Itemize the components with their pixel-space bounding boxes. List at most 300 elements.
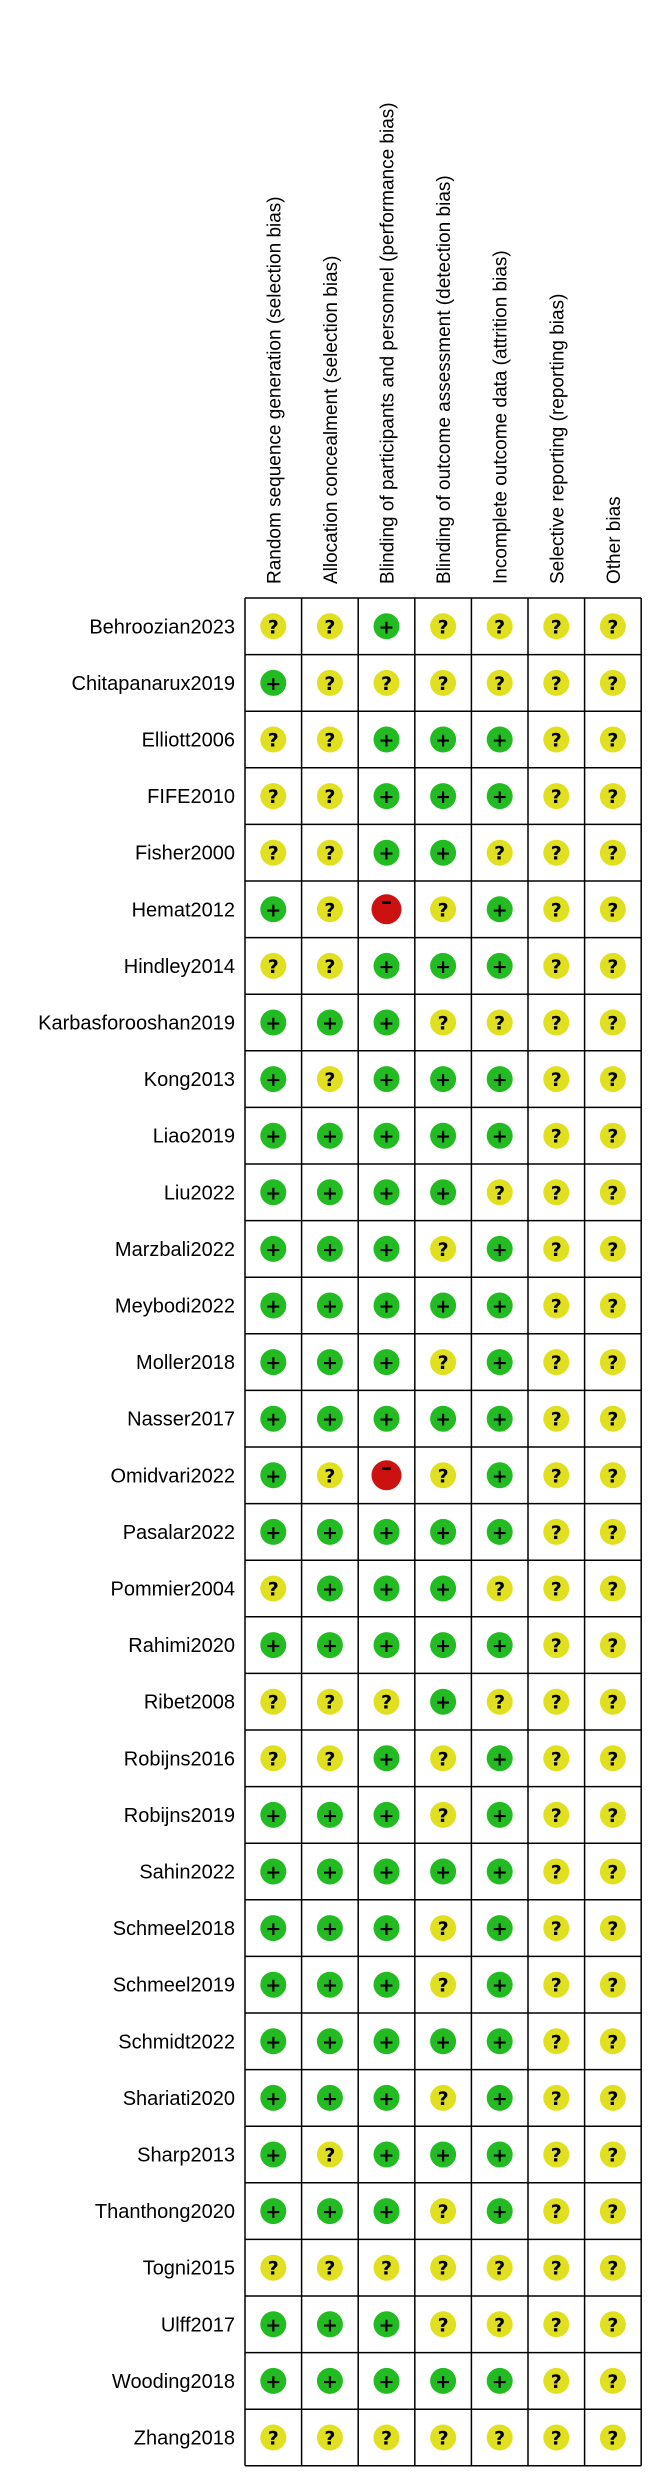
rating-mark <box>317 953 343 979</box>
rating-symbol: + <box>378 1578 395 1601</box>
rating-mark <box>372 889 402 924</box>
rating-mark <box>487 1123 513 1149</box>
rating-symbol: + <box>321 1521 338 1544</box>
rating-symbol: + <box>265 899 282 922</box>
rating-mark <box>260 2028 286 2054</box>
rating-symbol: + <box>265 1918 282 1941</box>
rating-symbol: ? <box>380 672 393 695</box>
rating-mark <box>543 1689 569 1715</box>
rating-symbol: ? <box>607 2031 619 2054</box>
rating-symbol: + <box>378 1295 395 1318</box>
rating-mark <box>430 2368 456 2394</box>
rating-symbol: ? <box>550 1974 562 1997</box>
rating-mark <box>430 1519 456 1545</box>
rating-mark <box>430 2425 456 2451</box>
rating-symbol: ? <box>437 2087 449 2110</box>
rating-symbol: + <box>491 2144 508 2167</box>
rating-mark <box>543 1123 569 1149</box>
rating-symbol: + <box>435 2370 452 2393</box>
rating-mark <box>374 2311 400 2337</box>
rating-symbol: ? <box>437 1918 449 1941</box>
rating-mark <box>374 2028 400 2054</box>
rating-mark <box>487 1632 513 1658</box>
rating-symbol: ? <box>550 955 562 978</box>
rating-symbol: + <box>378 1182 395 1205</box>
rating-mark <box>600 1632 626 1658</box>
rating-mark <box>543 953 569 979</box>
rating-symbol: + <box>435 955 452 978</box>
rating-symbol: ? <box>607 2370 619 2393</box>
rating-symbol: + <box>265 1974 282 1997</box>
rating-mark <box>600 670 626 696</box>
rating-symbol: + <box>378 786 395 809</box>
domain-header: Random sequence generation (selection bias) <box>264 196 286 584</box>
rating-mark <box>430 1236 456 1262</box>
rating-mark <box>317 2028 343 2054</box>
rating-mark <box>260 670 286 696</box>
rating-mark <box>430 953 456 979</box>
study-label: Hindley2014 <box>123 955 235 978</box>
rating-mark <box>260 1123 286 1149</box>
rating-mark <box>430 1349 456 1375</box>
rating-mark <box>317 1915 343 1941</box>
rating-symbol: + <box>491 1069 508 1092</box>
rating-mark <box>374 1802 400 1828</box>
rating-mark <box>260 1236 286 1262</box>
rating-mark <box>543 1236 569 1262</box>
study-label: Omidvari2022 <box>110 1465 235 1488</box>
rating-symbol: ? <box>324 955 336 978</box>
rating-mark <box>487 1745 513 1771</box>
rating-symbol: + <box>491 1125 508 1148</box>
domain-header: Allocation concealment (selection bias) <box>320 255 342 584</box>
rating-mark <box>487 2368 513 2394</box>
rating-mark <box>600 1859 626 1885</box>
rating-symbol: ? <box>550 1635 562 1658</box>
rating-symbol: + <box>491 1295 508 1318</box>
rating-symbol: ? <box>267 616 279 639</box>
rating-symbol: + <box>435 1861 452 1884</box>
rating-symbol: + <box>378 842 395 865</box>
rating-symbol: ? <box>550 2314 562 2337</box>
study-label: Togni2015 <box>142 2257 235 2280</box>
rating-symbol: ? <box>437 2427 449 2450</box>
study-label: Hemat2012 <box>131 899 235 922</box>
rating-mark <box>317 2311 343 2337</box>
rating-symbol: + <box>265 2144 282 2167</box>
rating-symbol: ? <box>607 842 619 865</box>
rating-symbol: + <box>265 1408 282 1431</box>
rating-mark <box>317 727 343 753</box>
rating-symbol: ? <box>550 2087 562 2110</box>
rating-mark <box>317 1632 343 1658</box>
rating-mark <box>600 1010 626 1036</box>
rating-mark <box>430 670 456 696</box>
rating-mark <box>487 1406 513 1432</box>
rating-symbol: ? <box>437 1238 449 1261</box>
rating-symbol: + <box>378 2201 395 2224</box>
rating-symbol: ? <box>550 1238 562 1261</box>
rating-symbol: ? <box>550 2257 562 2280</box>
rating-mark <box>600 1179 626 1205</box>
rating-mark <box>543 840 569 866</box>
study-label: Meybodi2022 <box>114 1295 235 1318</box>
rating-symbol: + <box>378 2031 395 2054</box>
rating-symbol: ? <box>494 2257 506 2280</box>
rating-symbol: + <box>378 1521 395 1544</box>
rating-symbol: – <box>381 889 392 915</box>
rating-symbol: + <box>321 1238 338 1261</box>
rating-symbol: ? <box>550 786 562 809</box>
rating-mark <box>543 1519 569 1545</box>
rating-mark <box>487 727 513 753</box>
rating-mark <box>600 2255 626 2281</box>
rating-mark <box>543 1576 569 1602</box>
study-label: Pasalar2022 <box>122 1521 235 1544</box>
rating-mark <box>374 1519 400 1545</box>
rating-symbol: + <box>378 1408 395 1431</box>
rating-symbol: ? <box>550 899 562 922</box>
rating-mark <box>543 1802 569 1828</box>
rating-symbol: ? <box>437 1748 449 1771</box>
rating-mark <box>260 1802 286 1828</box>
rating-mark <box>430 1859 456 1885</box>
rating-mark <box>543 783 569 809</box>
rating-mark <box>600 727 626 753</box>
rating-symbol: ? <box>550 1804 562 1827</box>
rating-mark <box>260 2255 286 2281</box>
study-label: Schmeel2018 <box>112 1918 235 1941</box>
rating-mark <box>543 2198 569 2224</box>
rating-mark <box>487 1462 513 1488</box>
rating-mark <box>600 783 626 809</box>
rating-symbol: ? <box>324 2257 336 2280</box>
rating-symbol: + <box>321 1295 338 1318</box>
rating-mark <box>260 2085 286 2111</box>
rating-symbol: + <box>265 2087 282 2110</box>
rating-mark <box>374 2085 400 2111</box>
rating-symbol: + <box>378 955 395 978</box>
rating-symbol: + <box>491 786 508 809</box>
rating-mark <box>260 1406 286 1432</box>
domain-headers <box>264 102 625 584</box>
rating-mark <box>543 1462 569 1488</box>
rating-mark <box>374 1689 400 1715</box>
domain-header: Other bias <box>603 496 625 584</box>
rating-symbol: ? <box>437 899 449 922</box>
rating-mark <box>600 1519 626 1545</box>
rating-mark <box>374 2425 400 2451</box>
rating-mark <box>260 953 286 979</box>
rating-mark <box>487 1349 513 1375</box>
rating-mark <box>487 613 513 639</box>
rating-symbol: + <box>321 1804 338 1827</box>
study-label: Elliott2006 <box>141 729 235 752</box>
rating-mark <box>260 2311 286 2337</box>
rating-symbol: + <box>435 1408 452 1431</box>
rating-mark <box>543 1972 569 1998</box>
rating-symbol: + <box>491 2201 508 2224</box>
rating-mark <box>430 1972 456 1998</box>
rating-symbol: ? <box>550 2427 562 2450</box>
rating-symbol: ? <box>550 1918 562 1941</box>
rating-mark <box>430 1802 456 1828</box>
rating-mark <box>543 2142 569 2168</box>
rating-symbol: + <box>491 955 508 978</box>
rating-mark <box>260 2425 286 2451</box>
rating-mark <box>260 1349 286 1375</box>
rating-symbol: + <box>321 2031 338 2054</box>
rating-symbol: + <box>321 1125 338 1148</box>
rating-symbol: + <box>321 1352 338 1375</box>
rating-symbol: ? <box>550 1069 562 1092</box>
rating-symbol: + <box>378 616 395 639</box>
rating-mark <box>260 1010 286 1036</box>
rating-symbol: + <box>491 729 508 752</box>
rating-symbol: ? <box>550 2031 562 2054</box>
rating-symbol: ? <box>550 672 562 695</box>
study-label: Shariati2020 <box>122 2087 235 2110</box>
rating-symbol: ? <box>437 1804 449 1827</box>
rating-mark <box>374 783 400 809</box>
rating-symbol: ? <box>550 2144 562 2167</box>
rating-symbol: + <box>265 1521 282 1544</box>
rating-symbol: + <box>321 1635 338 1658</box>
study-labels <box>38 616 235 2449</box>
rating-mark <box>374 1915 400 1941</box>
rating-symbol: ? <box>550 1012 562 1035</box>
rating-symbol: ? <box>607 955 619 978</box>
rating-mark <box>374 953 400 979</box>
rating-mark <box>374 2368 400 2394</box>
rating-mark <box>374 1406 400 1432</box>
rating-symbol: ? <box>550 2201 562 2224</box>
rating-mark <box>600 1293 626 1319</box>
rating-mark <box>317 1123 343 1149</box>
rating-symbol: + <box>378 1974 395 1997</box>
rating-mark <box>543 2425 569 2451</box>
rating-mark <box>600 840 626 866</box>
rating-symbol: + <box>378 1861 395 1884</box>
rating-mark <box>600 2028 626 2054</box>
rating-mark <box>430 613 456 639</box>
rating-mark <box>260 2142 286 2168</box>
rating-symbol: ? <box>607 2257 619 2280</box>
rating-symbol: ? <box>607 1691 619 1714</box>
rating-symbol: ? <box>550 1125 562 1148</box>
rating-mark <box>430 840 456 866</box>
rating-symbol: ? <box>324 616 336 639</box>
rating-mark <box>600 2368 626 2394</box>
rating-symbol: + <box>378 1635 395 1658</box>
rating-symbol: ? <box>494 2314 506 2337</box>
rating-symbol: ? <box>550 1295 562 1318</box>
rating-symbol: + <box>265 1125 282 1148</box>
rating-mark <box>374 1010 400 1036</box>
rating-symbol: + <box>265 1069 282 1092</box>
rating-mark <box>600 1915 626 1941</box>
rating-mark <box>317 2142 343 2168</box>
rating-mark <box>600 2085 626 2111</box>
rating-mark <box>600 1066 626 1092</box>
rating-mark <box>543 2368 569 2394</box>
rating-mark <box>430 783 456 809</box>
rating-mark <box>430 896 456 922</box>
rating-symbol: + <box>378 1804 395 1827</box>
rating-mark <box>487 1179 513 1205</box>
study-label: Liu2022 <box>163 1182 235 1205</box>
study-label: Chitapanarux2019 <box>71 672 235 695</box>
rating-mark <box>430 2255 456 2281</box>
rating-mark <box>260 2198 286 2224</box>
rating-symbol: ? <box>607 616 619 639</box>
rating-symbol: ? <box>550 2370 562 2393</box>
study-label: Marzbali2022 <box>114 1238 235 1261</box>
rating-symbol: + <box>435 1521 452 1544</box>
rating-mark <box>430 1066 456 1092</box>
rating-symbol: ? <box>607 1804 619 1827</box>
rating-symbol: + <box>378 1069 395 1092</box>
rating-mark <box>260 896 286 922</box>
rating-mark <box>487 1859 513 1885</box>
rating-symbol: + <box>378 1748 395 1771</box>
rating-mark <box>600 1689 626 1715</box>
rating-symbol: + <box>321 2314 338 2337</box>
rating-symbol: ? <box>550 1861 562 1884</box>
rating-mark <box>260 1462 286 1488</box>
rating-symbol: ? <box>550 1352 562 1375</box>
rating-mark <box>487 1519 513 1545</box>
rating-symbol: + <box>435 1069 452 1092</box>
rating-symbol: ? <box>267 2257 279 2280</box>
rating-symbol: ? <box>607 1974 619 1997</box>
rating-symbol: ? <box>550 1408 562 1431</box>
rating-mark <box>317 1576 343 1602</box>
rating-symbol: + <box>321 1974 338 1997</box>
rating-mark <box>317 2198 343 2224</box>
rating-symbol: + <box>265 1635 282 1658</box>
rating-symbol: + <box>491 2087 508 2110</box>
rating-symbol: ? <box>380 1691 393 1714</box>
rating-symbol: + <box>265 1182 282 1205</box>
rating-symbol: ? <box>494 672 506 695</box>
rating-symbol: ? <box>324 1691 336 1714</box>
rating-mark <box>600 2198 626 2224</box>
rating-mark <box>600 1406 626 1432</box>
rating-symbol: ? <box>437 1465 449 1488</box>
rating-mark <box>317 1066 343 1092</box>
domain-header: Selective reporting (reporting bias) <box>547 293 569 584</box>
rating-mark <box>487 1010 513 1036</box>
rating-symbol: + <box>265 2201 282 2224</box>
rating-mark <box>487 1576 513 1602</box>
rating-mark <box>374 1576 400 1602</box>
rating-mark <box>317 2368 343 2394</box>
rating-symbol: + <box>265 1238 282 1261</box>
rating-symbol: ? <box>607 1861 619 1884</box>
rating-symbol: + <box>435 1691 452 1714</box>
rating-symbol: ? <box>607 1918 619 1941</box>
rating-mark <box>543 2255 569 2281</box>
rating-mark <box>600 2142 626 2168</box>
rating-mark <box>260 1972 286 1998</box>
rating-mark <box>430 1406 456 1432</box>
rating-symbol: + <box>265 1352 282 1375</box>
rating-symbol: + <box>491 1238 508 1261</box>
rating-mark <box>487 2425 513 2451</box>
rating-mark <box>543 1632 569 1658</box>
study-label: FIFE2010 <box>147 786 235 809</box>
rating-mark <box>600 1972 626 1998</box>
study-label: Nasser2017 <box>127 1408 235 1431</box>
rating-mark <box>600 1576 626 1602</box>
rating-mark <box>600 953 626 979</box>
rating-mark <box>487 2085 513 2111</box>
rating-mark <box>430 1010 456 1036</box>
rating-mark <box>317 1179 343 1205</box>
rating-mark <box>374 840 400 866</box>
rating-symbol: + <box>265 2031 282 2054</box>
rating-symbol: + <box>378 729 395 752</box>
rating-symbol: + <box>435 729 452 752</box>
rating-symbol: ? <box>607 672 619 695</box>
rating-symbol: ? <box>437 1012 449 1035</box>
rating-symbol: ? <box>267 842 279 865</box>
rating-mark <box>374 2142 400 2168</box>
rating-symbol: + <box>491 1465 508 1488</box>
rating-symbol: + <box>435 786 452 809</box>
rating-mark <box>317 1745 343 1771</box>
rating-symbol: ? <box>267 1748 279 1771</box>
rating-mark <box>260 1859 286 1885</box>
rating-symbol: + <box>378 1012 395 1035</box>
rating-symbol: + <box>491 1521 508 1544</box>
rating-symbol: + <box>491 899 508 922</box>
rating-symbol: ? <box>607 1012 619 1035</box>
rating-mark <box>543 1010 569 1036</box>
rating-mark <box>374 1632 400 1658</box>
rating-mark <box>374 1236 400 1262</box>
rating-mark <box>260 1519 286 1545</box>
rating-symbol: ? <box>437 672 449 695</box>
rating-symbol: ? <box>607 1352 619 1375</box>
rating-mark <box>260 2368 286 2394</box>
rating-mark <box>487 2028 513 2054</box>
rating-symbol: + <box>378 2087 395 2110</box>
rating-symbol: + <box>491 1352 508 1375</box>
rating-symbol: + <box>321 2087 338 2110</box>
study-label: Liao2019 <box>152 1125 235 1148</box>
rating-mark <box>430 2028 456 2054</box>
rating-symbol: ? <box>550 1691 562 1714</box>
study-label: Robijns2019 <box>123 1804 235 1827</box>
rating-symbol: ? <box>437 1974 449 1997</box>
rating-mark <box>317 1406 343 1432</box>
rating-symbol: + <box>321 1578 338 1601</box>
rating-symbol: + <box>321 2370 338 2393</box>
rating-symbol: + <box>378 2314 395 2337</box>
rating-symbol: ? <box>607 1295 619 1318</box>
rating-symbol: ? <box>550 1521 562 1544</box>
rating-symbol: ? <box>494 1578 506 1601</box>
rating-mark <box>430 2198 456 2224</box>
rating-mark <box>374 1972 400 1998</box>
rating-mark <box>430 2142 456 2168</box>
rating-mark <box>543 1066 569 1092</box>
rating-mark <box>600 2311 626 2337</box>
rating-symbol: ? <box>324 1465 336 1488</box>
rating-symbol: + <box>378 1125 395 1148</box>
